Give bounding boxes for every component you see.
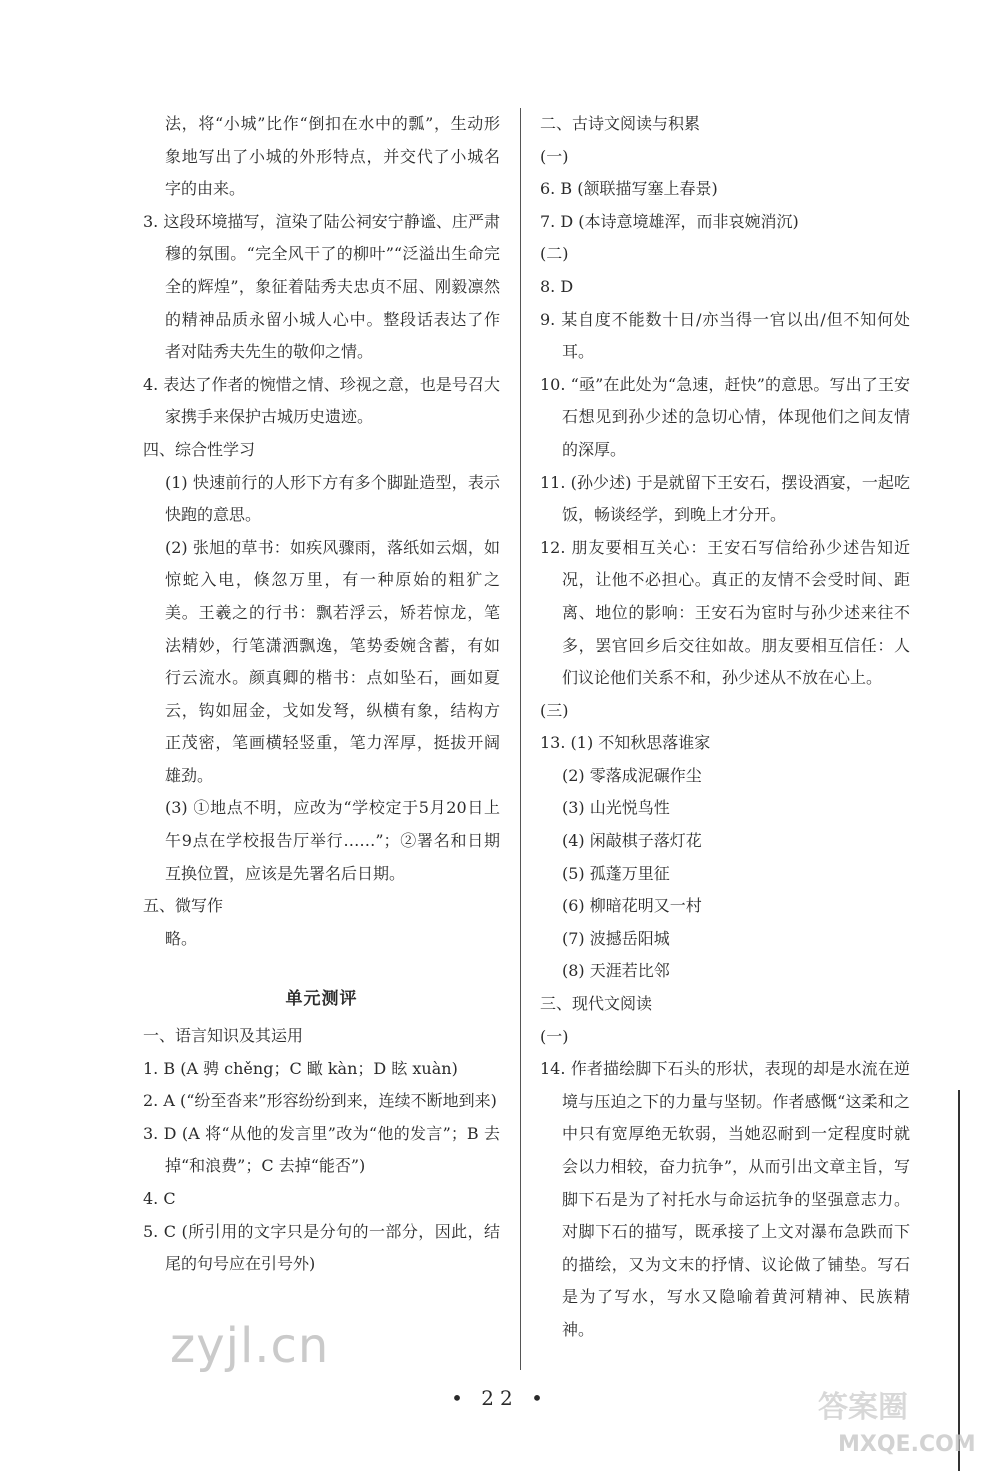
unit-answer-13-1: 13. (1) 不知秋思落谁家 <box>540 733 711 753</box>
answer-micro-writing: 略。 <box>165 928 198 948</box>
unit-answer-10: 10. “亟”在此处为“急速，赶快”的意思。写出了王安石想见到孙少述的急切心情，体现他们之间友情的深厚。 <box>540 374 910 459</box>
unit-answer-13-8: (8) 天涯若比邻 <box>562 961 670 981</box>
subsection-3: (三) <box>540 700 569 720</box>
subsection-2: (二) <box>540 244 569 264</box>
subsection-4: (一) <box>540 1026 569 1046</box>
unit-answer-6: 6. B (颔联描写塞上春景) <box>540 179 718 199</box>
answer-2-continued: 法，将“小城”比作“倒扣在水中的瓢”，生动形象地写出了小城的外形特点，并交代了小城名字的由来。 <box>165 114 500 199</box>
section-heading-1: 一、语言知识及其运用 <box>143 1026 304 1046</box>
unit-answer-5: 5. C (所引用的文字只是分句的一部分，因此，结尾的句号应在引号外) <box>143 1221 500 1274</box>
unit-test-title: 单元测评 <box>285 989 358 1010</box>
answer-integrated-1: (1) 快速前行的人形下方有多个脚趾造型，表示快跑的意思。 <box>165 472 500 525</box>
unit-answer-2: 2. A (“纷至沓来”形容纷纷到来，连续不断地到来) <box>143 1091 497 1111</box>
unit-answer-13-6: (6) 柳暗花明又一村 <box>562 896 702 916</box>
section-heading-4: 四、综合性学习 <box>143 439 256 459</box>
unit-answer-13-5: (5) 孤蓬万里征 <box>562 863 670 883</box>
unit-answer-4: 4. C <box>143 1189 176 1208</box>
subsection-1: (一) <box>540 146 569 166</box>
column-divider <box>520 108 521 1370</box>
section-heading-3: 三、现代文阅读 <box>540 994 653 1014</box>
unit-answer-13-2: (2) 零落成泥碾作尘 <box>562 765 702 785</box>
answer-4: 4. 表达了作者的惋惜之情、珍视之意，也是号召大家携手来保护古城历史遗迹。 <box>143 374 500 427</box>
unit-answer-13-7: (7) 波撼岳阳城 <box>562 928 670 948</box>
answer-integrated-3: (3) ①地点不明，应改为“学校定于5月20日上午9点在学校报告厅举行……”；②署名和日期互换位置，应该是先署名后日期。 <box>165 798 500 883</box>
unit-answer-12: 12. 朋友要相互关心：王安石写信给孙少述告知近况，让他不必担心。真正的友情不会受时间、距离、地位的影响：王安石为宦时与孙少述来往不多，罢官回乡后交往如故。朋友要相互信任：人们议论他们关系不和，孙少述从不放在心上。 <box>540 537 910 688</box>
unit-answer-11: 11. (孙少述) 于是就留下王安石，摆设酒宴，一起吃饭，畅谈经学，到晚上才分开。 <box>540 472 910 525</box>
unit-answer-13-4: (4) 闲敲棋子落灯花 <box>562 831 702 851</box>
unit-answer-9: 9. 某自度不能数十日/亦当得一官以出/但不知何处耳。 <box>540 309 910 362</box>
answer-integrated-2: (2) 张旭的草书：如疾风骤雨，落纸如云烟，如惊蛇入电，倏忽万里，有一种原始的粗犷之美。王羲之的行书：飘若浮云，矫若惊龙，笔法精妙，行笔潇洒飘逸，笔势委婉含蓄，有如行云流水。颜真卿的楷书：点如坠石，画如夏云，钩如屈金，戈如发弩，纵横有象，结构方正茂密，笔画横轻竖重，笔力浑厚，挺拔开阔雄劲。 <box>165 537 500 785</box>
unit-answer-14: 14. 作者描绘脚下石头的形状，表现的却是水流在逆境与压迫之下的力量与坚韧。作者感慨“这柔和之中只有宽厚绝无软弱，当她忍耐到一定程度时就会以力相较，奋力抗争”，从而引出文章主旨，写脚下石是为了衬托水与命运抗争的坚强意志力。对脚下石的描写，既承接了上文对瀑布急跌而下的描绘，又为文末的抒情、议论做了铺垫。写石是为了写水，写水又隐喻着黄河精神、民族精神。 <box>540 1059 910 1339</box>
unit-answer-1: 1. B (A 骋 chěng；C 瞰 kàn；D 眩 xuàn) <box>143 1058 458 1078</box>
unit-answer-13-3: (3) 山光悦鸟性 <box>562 798 670 818</box>
page-edge-line <box>958 1090 960 1471</box>
unit-answer-8: 8. D <box>540 276 574 296</box>
watermark-mxqe: MXQE.COM <box>838 1432 976 1457</box>
unit-answer-3: 3. D (A 将“从他的发言里”改为“他的发言”；B 去掉“和浪费”；C 去掉“能否”) <box>143 1123 500 1176</box>
section-heading-5: 五、微写作 <box>143 896 224 916</box>
section-heading-2: 二、古诗文阅读与积累 <box>540 114 701 133</box>
answer-3: 3. 这段环境描写，渲染了陆公祠安宁静谧、庄严肃穆的氛围。“完全风干了的柳叶”“泛溢出生命完全的辉煌”，象征着陆秀夫忠贞不屈、刚毅凛然的精神品质永留小城人心中。整段话表达了作者对陆秀夫先生的敬仰之情。 <box>143 211 500 362</box>
right-column <box>540 108 910 1347</box>
watermark-zyjl: zyjl.cn <box>170 1318 330 1374</box>
watermark-daan-logo: 答案圈 <box>818 1390 908 1425</box>
left-column <box>143 108 500 1281</box>
unit-answer-7: 7. D (本诗意境雄浑，而非哀婉消沉) <box>540 211 799 231</box>
page-number: • 22 • <box>451 1386 549 1410</box>
